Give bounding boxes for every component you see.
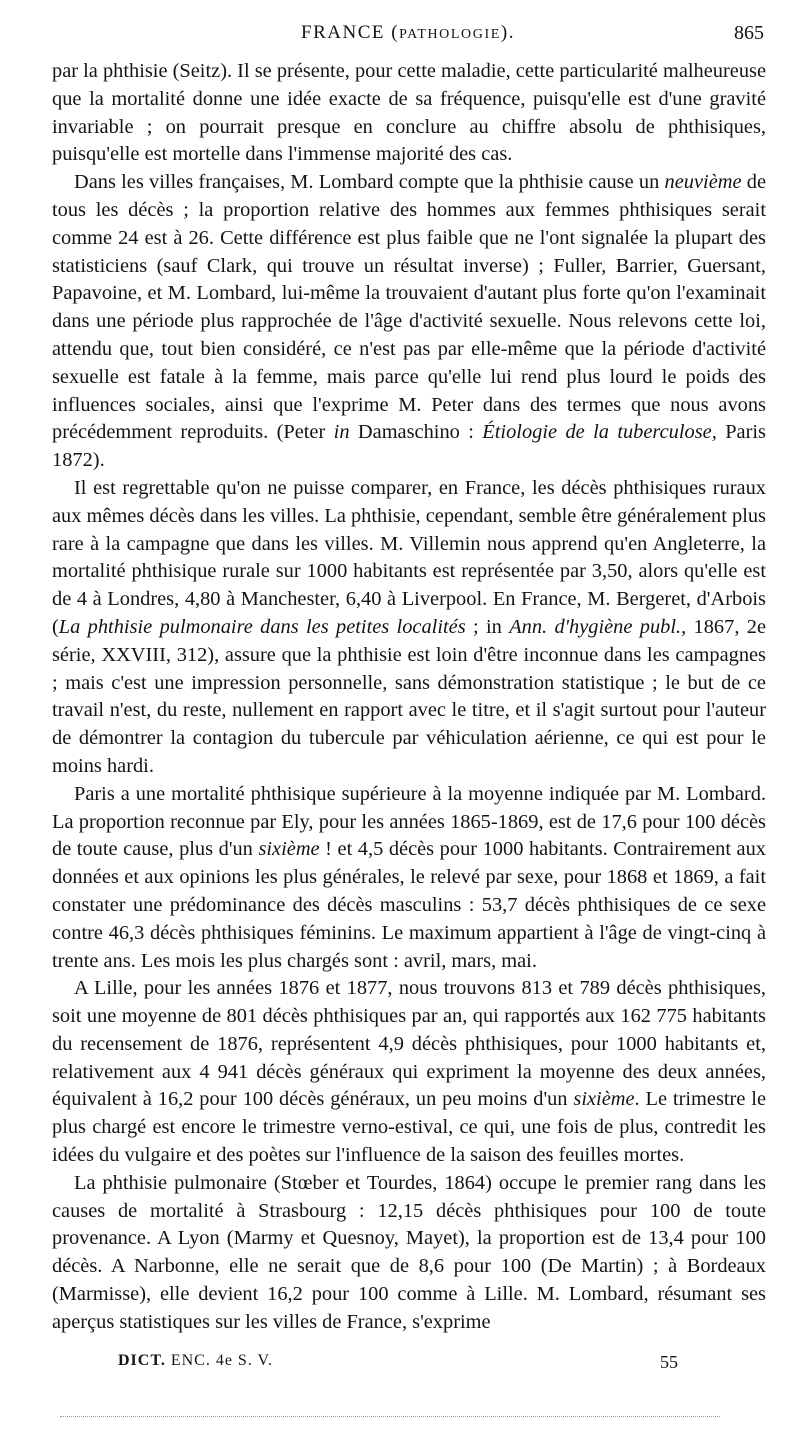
text-run: Dans les villes françaises, M. Lombard compte que la phthisie cause un	[74, 171, 665, 194]
printer-signature	[118, 1352, 273, 1370]
text-run: ; in	[465, 615, 510, 638]
running-title-main: FRANCE (	[301, 22, 400, 43]
signature-dict: DICT.	[118, 1352, 166, 1369]
running-title-section: PATHOLOGIE	[399, 27, 501, 42]
text-run: . Le trimestre le plus chargé est encore le trimestre verno-estival, ce qui, une fois de plus, contredit les idées du vulgaire et des poètes sur l'influence de la saison des feuilles mortes.	[52, 1088, 766, 1167]
running-head	[52, 22, 764, 52]
italic-text: sixième	[573, 1088, 635, 1111]
text-run: de tous les décès ; la proportion relative des hommes aux femmes phthisiques serait comme 24 est à 26. Cette différence est plus faible que ne l'ont signalée la plupart des statisticiens (sauf Clark, qui trouve un résultat inverse) ; Fuller, Barrier, Guersant, Papavoine, et M. Lombard, lui-même la trouvaient d'autant plus forte qu'on l'examinait dans une période plus rapprochée de l'âge d'activité sexuelle. Nous relevons cette loi, attendu que, tout bien considéré, ce n'est pas par elle-même que la période d'activité sexuelle est fatale à la femme, mais parce qu'elle lui rend plus lourd le poids des influences sociales, ainsi que l'exprime M. Peter dans des termes que nous avons précédemment reproduits. (Peter	[52, 171, 766, 444]
italic-text: Étiologie de la tuberculose,	[482, 421, 717, 444]
text-run: Paris 1872).	[52, 421, 766, 472]
running-title-end: ).	[500, 22, 515, 43]
paragraph-p2	[52, 169, 766, 475]
sheet-number: 55	[660, 1352, 678, 1372]
italic-text: La phthisie pulmonaire dans les petites localités	[58, 615, 466, 638]
text-run: , 1867, 2e série, XXVIII, 312), assure que la phthisie est loin d'être inconnue dans les campagnes ; mais c'est une impression personnelle, sans démonstration statistique ; le but de ce travail n'est, du reste, nullement en rapport avec le titre, et il s'agit surtout pour l'auteur de démontrer la contagion du tubercule par véhiculation aérienne, ce qui est pour le moins hardi.	[52, 615, 766, 777]
running-title	[52, 22, 764, 44]
text-run: par la phthisie (Seitz). Il se présente, pour cette maladie, cette particularité malheureuse que la mortalité donne une idée exacte de sa fréquence, puisqu'elle est d'une gravité invariable ; on pourrait presque en conclure au chiffre absolu de phthisiques, puisqu'elle est mortelle dans l'immense majorité des cas.	[52, 60, 766, 166]
text-run: Il est regrettable qu'on ne puisse comparer, en France, les décès phthisiques ruraux aux mêmes décès dans les villes. La phthisie, cependant, semble être généralement plus rare à la campagne que dans les villes. M. Villemin nous apprend qu'en Angleterre, la mortalité phthisique rurale sur 1000 habitants est représentée par 3,50, alors qu'elle est de 4 à Londres, 4,80 à Manchester, 6,40 à Liverpool. En France, M. Bergeret, d'Arbois (	[52, 476, 766, 638]
text-run: A Lille, pour les années 1876 et 1877, nous trouvons 813 et 789 décès phthisiques, soit une moyenne de 801 décès phthisiques par an, qui rapportés aux 162 775 habitants du recensement de 1876, représentent 4,9 décès phthisiques, pour 1000 habitants et, relativement aux 4 941 décès généraux qui expriment la moyenne des deux années, équivalent à 16,2 pour 100 décès généraux, un peu moins d'un	[52, 977, 766, 1111]
italic-text: in	[333, 421, 350, 444]
paragraph-p3	[52, 475, 766, 781]
text-run: ! et 4,5 décès pour 1000 habitants. Contrairement aux données et aux opinions les plus générales, le relevé par sexe, pour 1868 et 1869, a fait constater une prédominance des décès masculins : 53,7 décès phthisiques de ce sexe contre 46,3 décès phthisiques féminins. Le maximum appartient à l'âge de vingt-cinq à trente ans. Les mois les plus chargés sont : avril, mars, mai.	[52, 838, 766, 972]
text-run: Paris a une mortalité phthisique supérieure à la moyenne indiquée par M. Lombard. La proportion reconnue par Ely, pour les années 1865-1869, est de 17,6 pour 100 décès de toute cause, plus d'un	[52, 782, 766, 861]
italic-text: Ann. d'hygiène publ.	[509, 615, 682, 638]
text-run: Damaschino :	[349, 421, 483, 444]
italic-text: sixième	[258, 838, 320, 861]
paragraph-p5	[52, 975, 766, 1170]
body-text	[52, 58, 766, 1337]
text-run: La phthisie pulmonaire (Stœber et Tourdes, 1864) occupe le premier rang dans les causes de mortalité à Strasbourg : 12,15 décès phthisiques pour 100 de toute provenance. A Lyon (Marmy et Quesnoy, Mayet), la proportion est de 13,4 pour 100 décès. A Narbonne, elle ne serait que de 8,6 pour 100 (De Martin) ; à Bordeaux (Marmisse), elle devient 16,2 pour 100 comme à Lille. M. Lombard, résumant ses aperçus statistiques sur les villes de France, s'exprime	[52, 1171, 766, 1333]
paragraph-p1	[52, 58, 766, 169]
bottom-dotted-rule	[60, 1416, 720, 1417]
paragraph-p4	[52, 781, 766, 976]
page-footer	[100, 1352, 680, 1380]
paragraph-p6	[52, 1170, 766, 1337]
italic-text: neuvième	[664, 171, 742, 194]
page-number: 865	[734, 22, 764, 44]
signature-rest: ENC. 4e S. V.	[165, 1352, 274, 1369]
